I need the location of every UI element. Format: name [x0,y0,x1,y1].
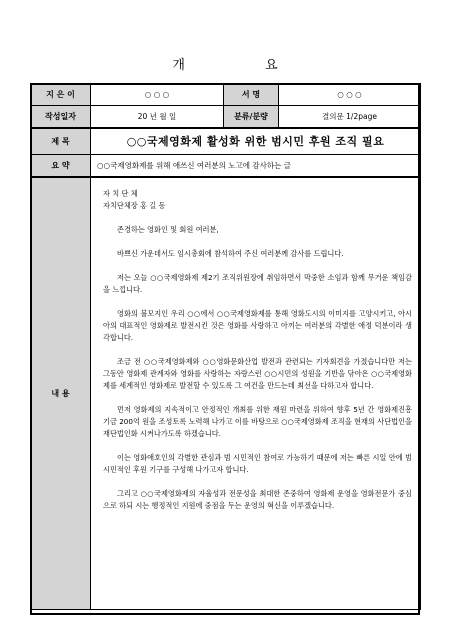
position-value: ○ ○ ○ [279,84,421,106]
date-label: 작성일자 [31,106,91,128]
paragraph: 조금 전 ○○국제영화제와 ○○영화문화산업 발전과 관련되는 기자회견을 가졌습니다만 저는 그동안 영화제 관계자와 영화를 사랑하는 자랑스런 ○○시민의 성원을 기반을 닦아온 ○○국제영화제를 세계적인 영화제로 발전할 수 있도록 그 여건을 만드는데 최선을 다하고자 합니다. [103,356,412,390]
paragraph: 바쁘신 가운데서도 임시총회에 참석하여 주신 여러분께 감사를 드립니다. [117,248,344,258]
addressee-line-1: 자 치 단 체 [103,188,138,198]
paragraph: 존경하는 영화인 및 회원 여러분, [117,224,219,234]
author-label: 지 은 이 [31,84,91,106]
paragraph: 그리고 ○○국제영화제의 자율성과 전문성을 최대한 존중하여 영화제 운영을 영화전문가 중심으로 하되 시는 행정적인 지원에 중점을 두는 운영의 혁신을 이루겠습니다. [103,488,412,510]
paragraph: 저는 오늘 ○○국제영화제 제2기 조직위원장에 취임하면서 막중한 소임과 함께 무거운 책임감을 느낍니다. [103,272,412,294]
content-label: 내 용 [31,177,91,610]
addressee-line-2: 자치단체장 홍 길 동 [103,200,166,210]
paragraph: 이는 영화애호인의 각별한 관심과 범 시민적인 참여로 가능하기 때문에 저는 빠른 시일 안에 범시민적인 후원 기구를 구성해 나가고자 합니다. [103,452,412,474]
summary-value: ○○국제영화제를 위해 애쓰신 여러분의 노고에 감사하는 글 [91,155,421,177]
date-value: 20 년 월 일 [91,106,224,128]
title-value: ○○국제영화제 활성화 위한 범시민 후원 조직 필요 [91,128,421,155]
category-value: 결의문 1/2page [279,106,421,128]
position-label: 서 명 [224,84,279,106]
paragraph: 먼저 영화제의 지속적이고 안정적인 개최를 위한 재원 마련을 위하여 향후 5년 간 영화제진흥기금 200억 원을 조성토록 노력해 나가고 이를 바탕으로 ○○국제영화제 조직을 현재의 사단법인을 재단법인화 시켜나가도록 하겠습니다. [103,404,412,438]
table-outer-border [30,83,420,615]
title-label: 제 목 [31,128,91,155]
paragraph: 영화의 불모지인 우리 ○○에서 ○○국제영화제를 통해 영화도시의 이미지를 고양시키고, 아시아의 대표적인 영화제로 발전시킨 것은 영화를 사랑하고 아끼는 여러분의 각별한 애정 덕분이라 생각합니다. [103,308,412,342]
document-title: 개 요 [172,58,316,73]
summary-label: 요 약 [31,155,91,177]
author-value: ○ ○ ○ [91,84,224,106]
category-label: 분류/분량 [224,106,279,128]
